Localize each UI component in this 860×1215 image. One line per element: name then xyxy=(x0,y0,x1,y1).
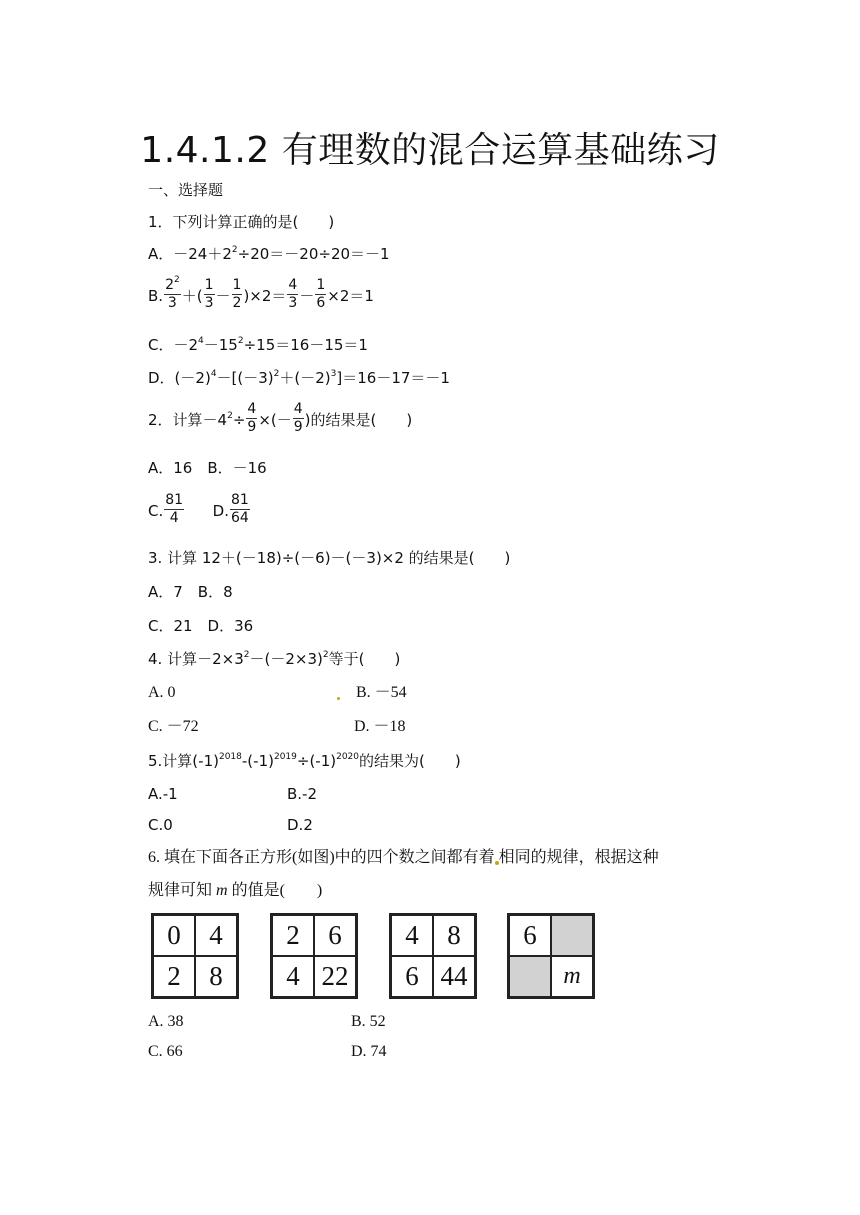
question-3-options-ab: A．7 B．8 xyxy=(148,583,233,601)
fraction: $\frac{1}{2}$ xyxy=(232,277,242,311)
question-6-option-d: D. 74 xyxy=(351,1043,387,1060)
question-1-stem: 1．下列计算正确的是( ) xyxy=(148,213,335,231)
page-title: 1.4.1.2 有理数的混合运算基础练习 xyxy=(140,130,720,171)
question-3-stem: 3. 计算 12＋(－18)÷(－6)－(－3)×2 的结果是( ) xyxy=(148,549,511,567)
question-6-option-c: C. 66 xyxy=(148,1043,183,1060)
fraction: $\frac{4}{3}$ xyxy=(288,277,298,311)
square-cell: 8 xyxy=(433,915,475,956)
shaded-cell xyxy=(551,915,593,956)
section-heading: 一、选择题 xyxy=(148,181,224,199)
question-5-option-a: A.-1 xyxy=(148,785,178,803)
fraction: $\frac{2^2}{3}$ xyxy=(165,275,180,311)
square-cell: 4 xyxy=(272,956,314,997)
question-6-option-b: B. 52 xyxy=(351,1013,386,1030)
question-2-stem: 2．计算$-4^2\div$ $\frac{4}{9}$ ×(－ $\frac{4}{9}$ )的结果是( ) xyxy=(148,401,413,435)
question-5-option-c: C.0 xyxy=(148,816,173,834)
square-cell: 6 xyxy=(314,915,356,956)
question-1-option-a: A．$-24+2^2\div 20=-20\div 20=-1$ xyxy=(148,245,390,263)
number-square-1 xyxy=(151,913,239,999)
square-cell: 0 xyxy=(153,915,195,956)
square-cell: 4 xyxy=(391,915,433,956)
question-1-option-c: C．$-2^4-15^2\div 15=16-15=1$ xyxy=(148,336,368,354)
question-6-stem-line-1: 6. 填在下面各正方形(如图)中的四个数之间都有着 相同的规律，根据这种 xyxy=(148,849,659,866)
square-cell: 2 xyxy=(153,956,195,997)
unknown-m-cell: m xyxy=(551,956,593,997)
square-cell: 2 xyxy=(272,915,314,956)
square-cell: 6 xyxy=(391,956,433,997)
question-6-option-a: A. 38 xyxy=(148,1013,184,1030)
square-cell: 6 xyxy=(509,915,551,956)
question-5-option-d: D.2 xyxy=(287,816,313,834)
question-1-option-d: D．$(-2)^4-[(-3)^2+(-2)^3]=16-17=-1$ xyxy=(148,369,450,387)
fraction: $\frac{1}{3}$ xyxy=(204,277,214,311)
fraction: $\frac{4}{9}$ xyxy=(293,401,303,435)
question-6-stem-line-2: 规律可知 m 的值是( ) xyxy=(148,882,323,899)
square-cell: 22 xyxy=(314,956,356,997)
question-1-option-b: B. $\frac{2^2}{3}$ ＋( $\frac{1}{3}$ － $\frac{1}{2}$ )×2＝ $\frac{4}{3}$ － $\frac{1}{6}$ ×2＝1 xyxy=(148,275,374,311)
question-2-options-ab: A．16 B．－16 xyxy=(148,459,267,477)
question-3-options-cd: C．21 D．36 xyxy=(148,617,254,635)
square-cell: 4 xyxy=(195,915,237,956)
question-5-stem: 5.计算$(-1)^{2018}-(-1)^{2019}\div(-1)^{2020}$的结果为( ) xyxy=(148,752,461,770)
square-cell: 8 xyxy=(195,956,237,997)
question-4-option-d: D. －18 xyxy=(354,718,406,735)
number-square-3 xyxy=(389,913,477,999)
square-cell: 44 xyxy=(433,956,475,997)
question-2-options-cd: C. $\frac{81}{4}$ D. $\frac{81}{64}$ xyxy=(148,492,249,526)
question-4-stem: 4. 计算$-2\times 3^2-(-2\times 3)^2$等于( ) xyxy=(148,650,401,668)
question-4-option-b: B. －54 xyxy=(356,684,407,701)
question-4-option-a: A. 0 xyxy=(148,684,176,701)
stray-dot xyxy=(337,697,340,700)
fraction: $\frac{81}{4}$ xyxy=(165,492,184,526)
number-square-4 xyxy=(507,913,595,999)
question-5-option-b: B.-2 xyxy=(287,785,318,803)
fraction: $\frac{4}{9}$ xyxy=(247,401,257,435)
question-4-option-c: C. －72 xyxy=(148,718,199,735)
number-square-2 xyxy=(270,913,358,999)
fraction: $\frac{81}{64}$ xyxy=(230,492,249,526)
fraction: $\frac{1}{6}$ xyxy=(316,277,326,311)
shaded-cell xyxy=(509,956,551,997)
